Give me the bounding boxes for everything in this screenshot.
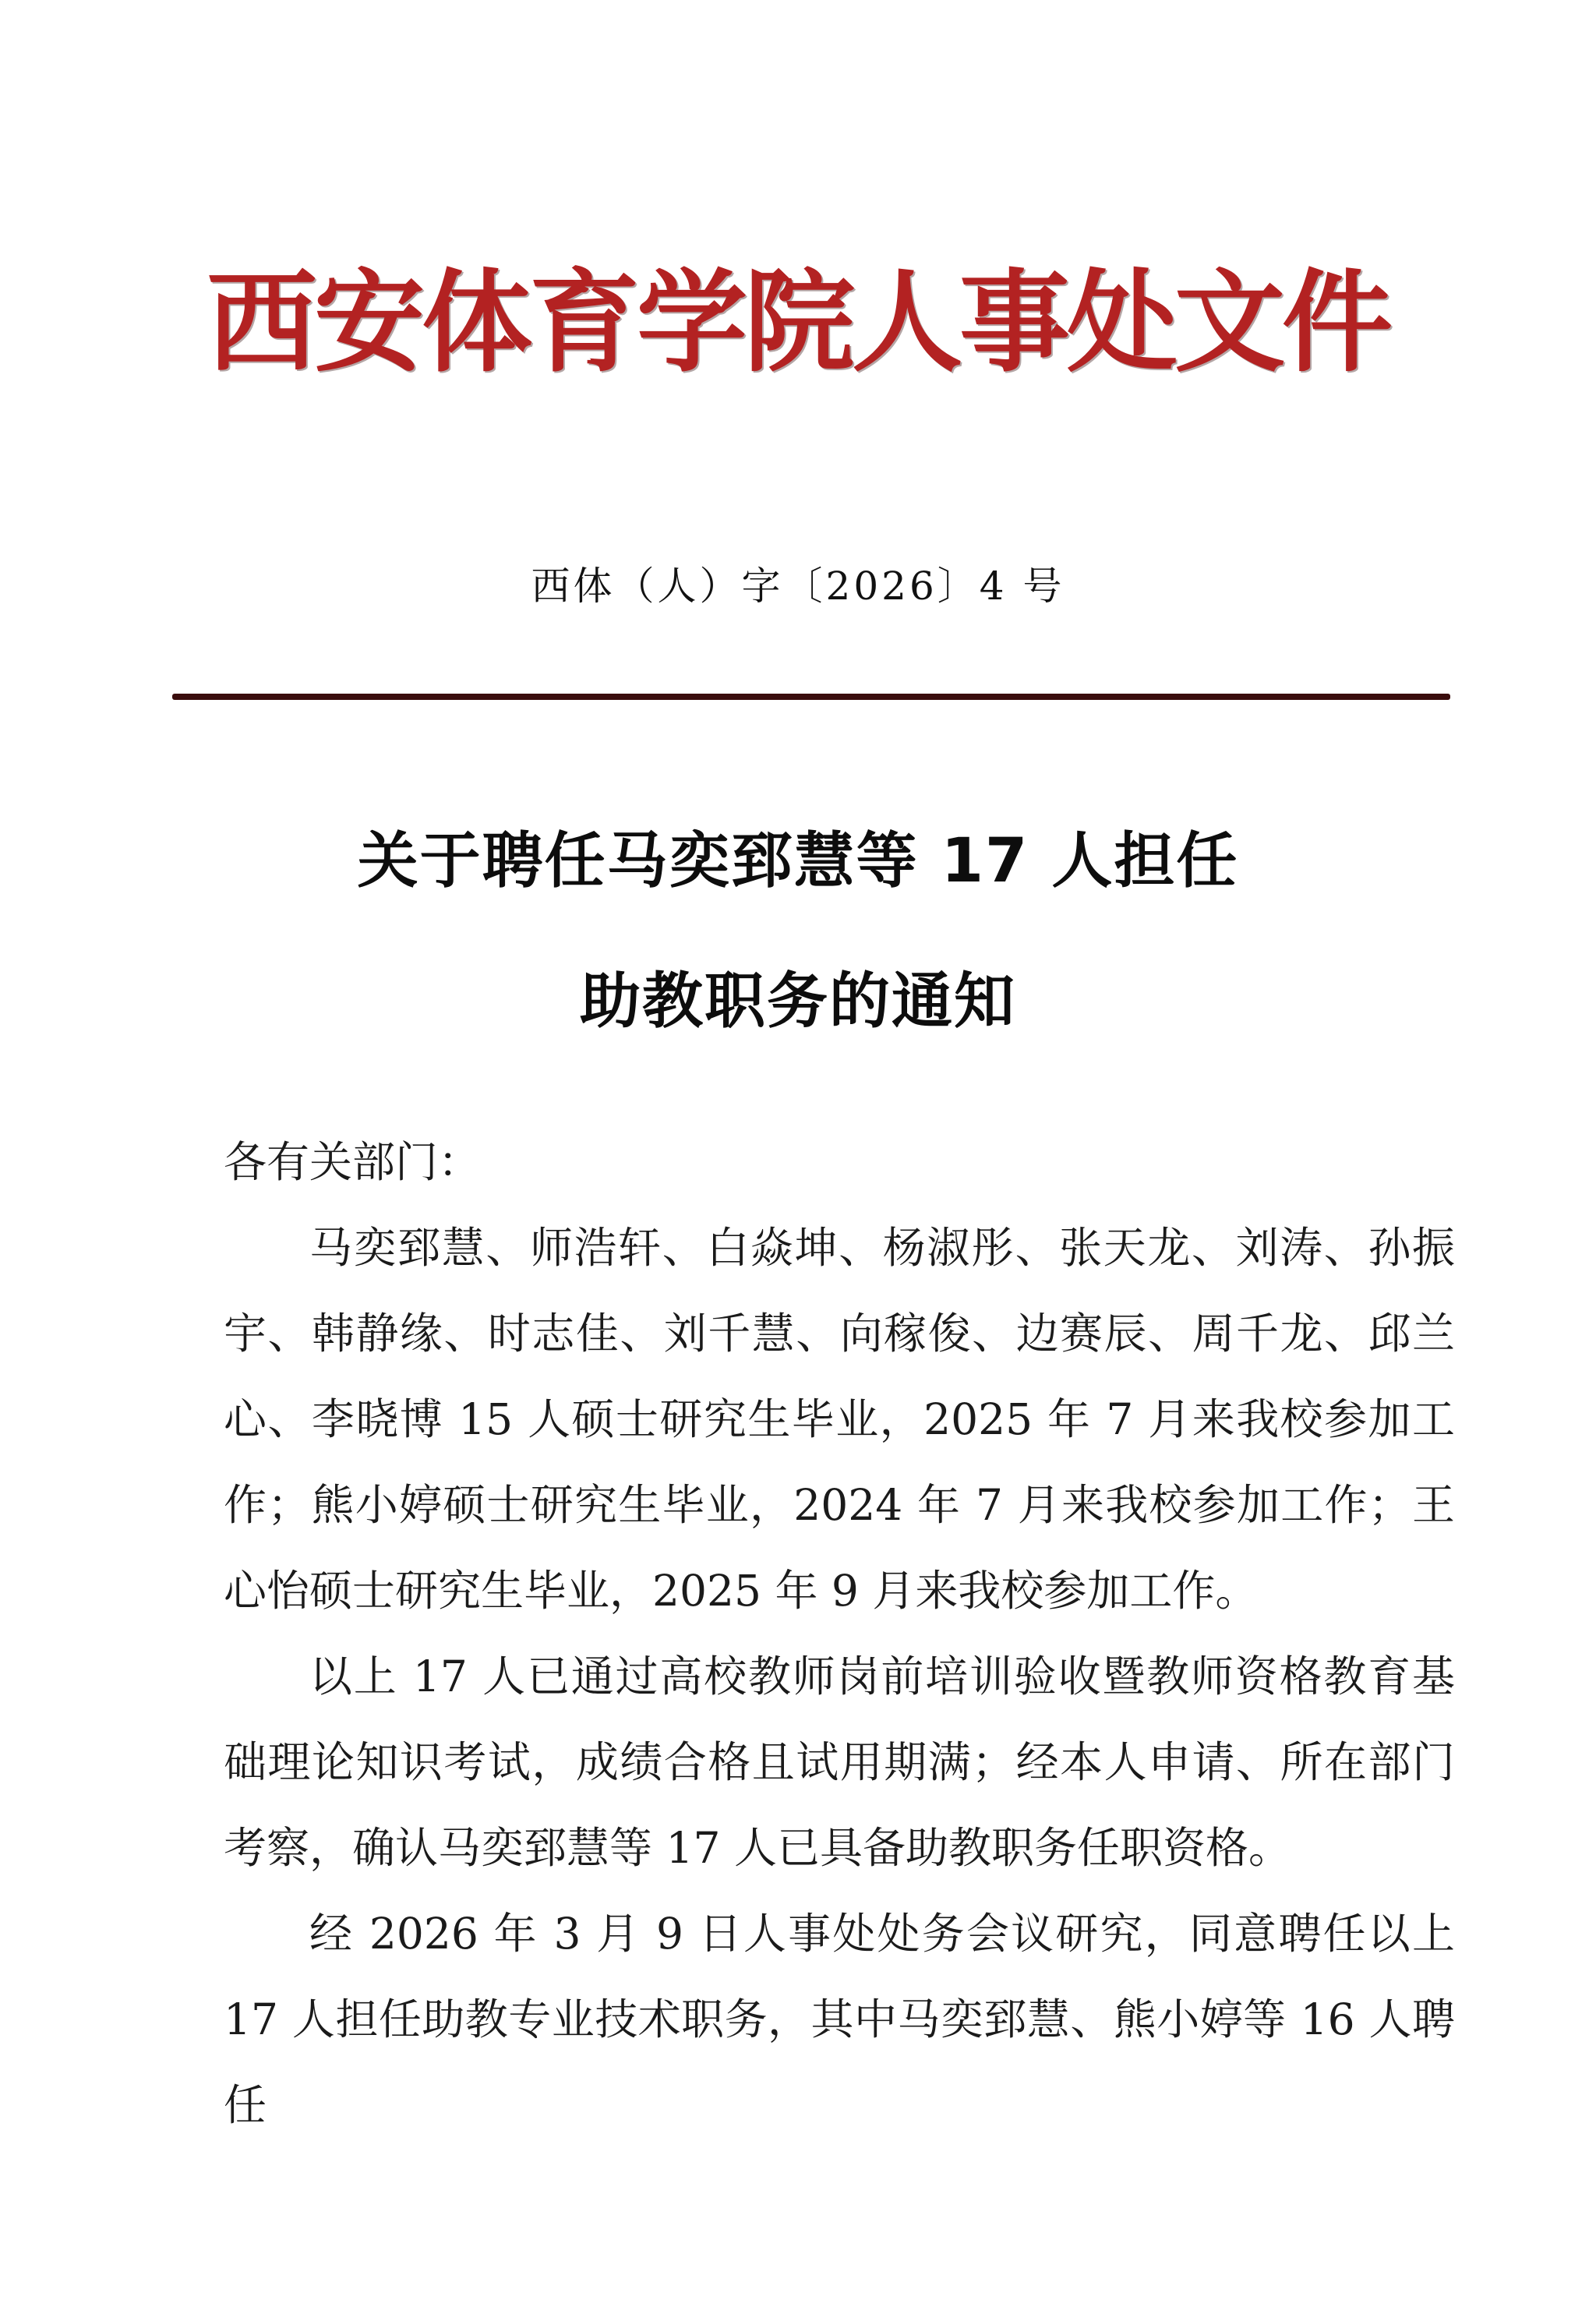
notice-title-line-2: 助教职务的通知 [579, 966, 1016, 1037]
agency-header-title: 西安体育学院人事处文件 [207, 258, 1389, 387]
paragraph-qualification: 以上 17 人已通过高校教师岗前培训验收暨教师资格教育基础理论知识考试，成绩合格且试用期满；经本人申请、所在部门考察，确认马奕郅慧等 17 人已具备助教职务任职资格。 [224, 1652, 1455, 1873]
notice-body [224, 1119, 1455, 2148]
salutation: 各有关部门： [224, 1137, 482, 1187]
paragraph-meeting-decision: 经 2026 年 3 月 9 日人事处处务会议研究，同意聘任以上 17 人担任助教专业技术职务，其中马奕郅慧、熊小婷等 16 人聘任 [224, 1909, 1455, 2130]
red-header-divider-line [172, 694, 1450, 700]
document-number: 西体（人）字〔2026〕4 号 [531, 563, 1065, 609]
notice-title-line-1: 关于聘任马奕郅慧等 17 人担任 [357, 826, 1239, 896]
paragraph-graduates: 马奕郅慧、师浩轩、白焱坤、杨淑彤、张天龙、刘涛、孙振宇、韩静缘、时志佳、刘千慧、向稼俊、边赛辰、周千龙、邱兰心、李晓博 15 人硕士研究生毕业，2025 年 7 月来我校参加工作；熊小婷硕士研究生毕业，2024 年 7 月来我校参加工作；王心怡硕士研究生毕业，2025 年 9 月来我校参加工作。 [224, 1223, 1455, 1616]
